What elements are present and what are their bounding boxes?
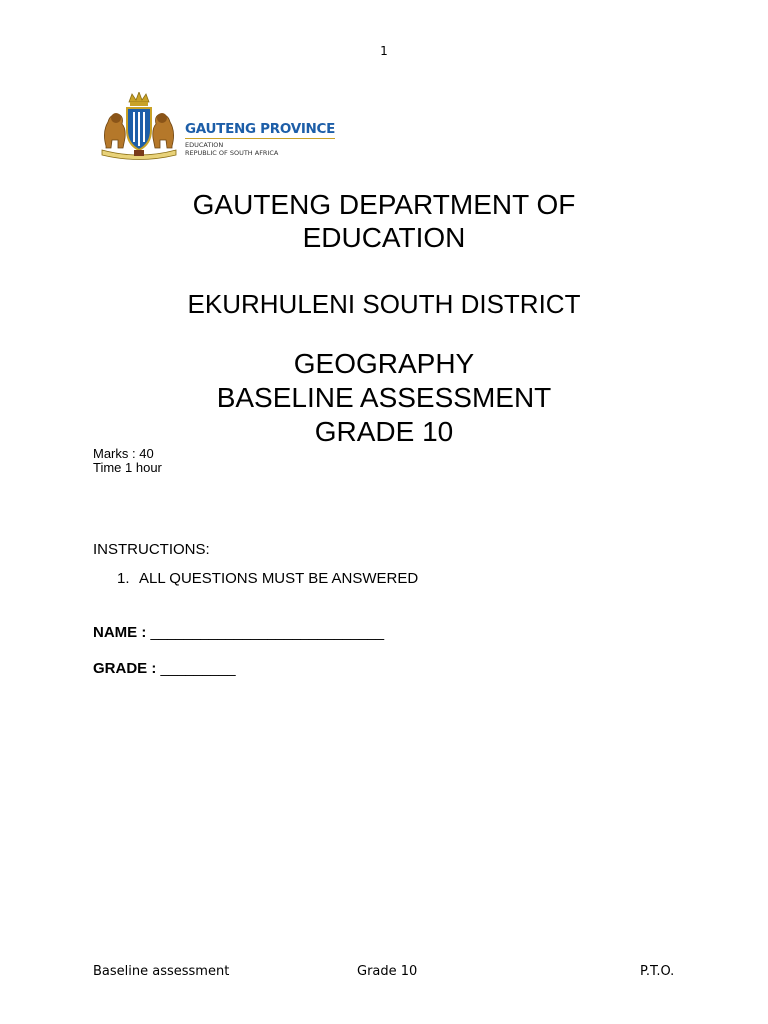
department-title-line1: GAUTENG DEPARTMENT OF	[192, 189, 576, 220]
subject-title: GEOGRAPHY	[293, 348, 475, 379]
assessment-meta	[93, 447, 162, 475]
name-field	[93, 624, 384, 641]
department-title-line2: EDUCATION	[302, 222, 466, 253]
time-text: Time 1 hour	[93, 460, 162, 475]
grade-title: GRADE 10	[314, 416, 454, 447]
coat-of-arms-icon	[96, 92, 182, 160]
page-number: 1	[380, 44, 388, 58]
grade-label: GRADE :	[93, 660, 157, 677]
assessment-type: BASELINE ASSESSMENT	[216, 382, 552, 413]
footer-left: Baseline assessment	[93, 964, 230, 979]
name-blank: ____________________________	[150, 624, 385, 641]
marks-text: Marks : 40	[93, 446, 154, 461]
logo-subtitle-education: EDUCATION	[185, 141, 224, 149]
department-title	[0, 188, 768, 254]
instruction-number: 1.	[117, 570, 130, 587]
logo-name: GAUTENG PROVINCE	[185, 121, 336, 137]
instructions-list	[117, 570, 418, 587]
gauteng-logo	[96, 92, 336, 160]
instructions-heading: INSTRUCTIONS:	[93, 541, 210, 558]
name-label: NAME :	[93, 624, 147, 641]
logo-subtitle-country: REPUBLIC OF SOUTH AFRICA	[185, 149, 279, 157]
footer-right: P.T.O.	[640, 964, 675, 979]
instruction-text: ALL QUESTIONS MUST BE ANSWERED	[139, 570, 419, 587]
district-title: EKURHULENI SOUTH DISTRICT	[187, 289, 581, 319]
grade-field	[93, 660, 236, 677]
grade-blank: _________	[160, 660, 236, 677]
footer-center: Grade 10	[357, 964, 418, 979]
assessment-title	[0, 347, 768, 449]
instruction-item	[117, 570, 418, 587]
